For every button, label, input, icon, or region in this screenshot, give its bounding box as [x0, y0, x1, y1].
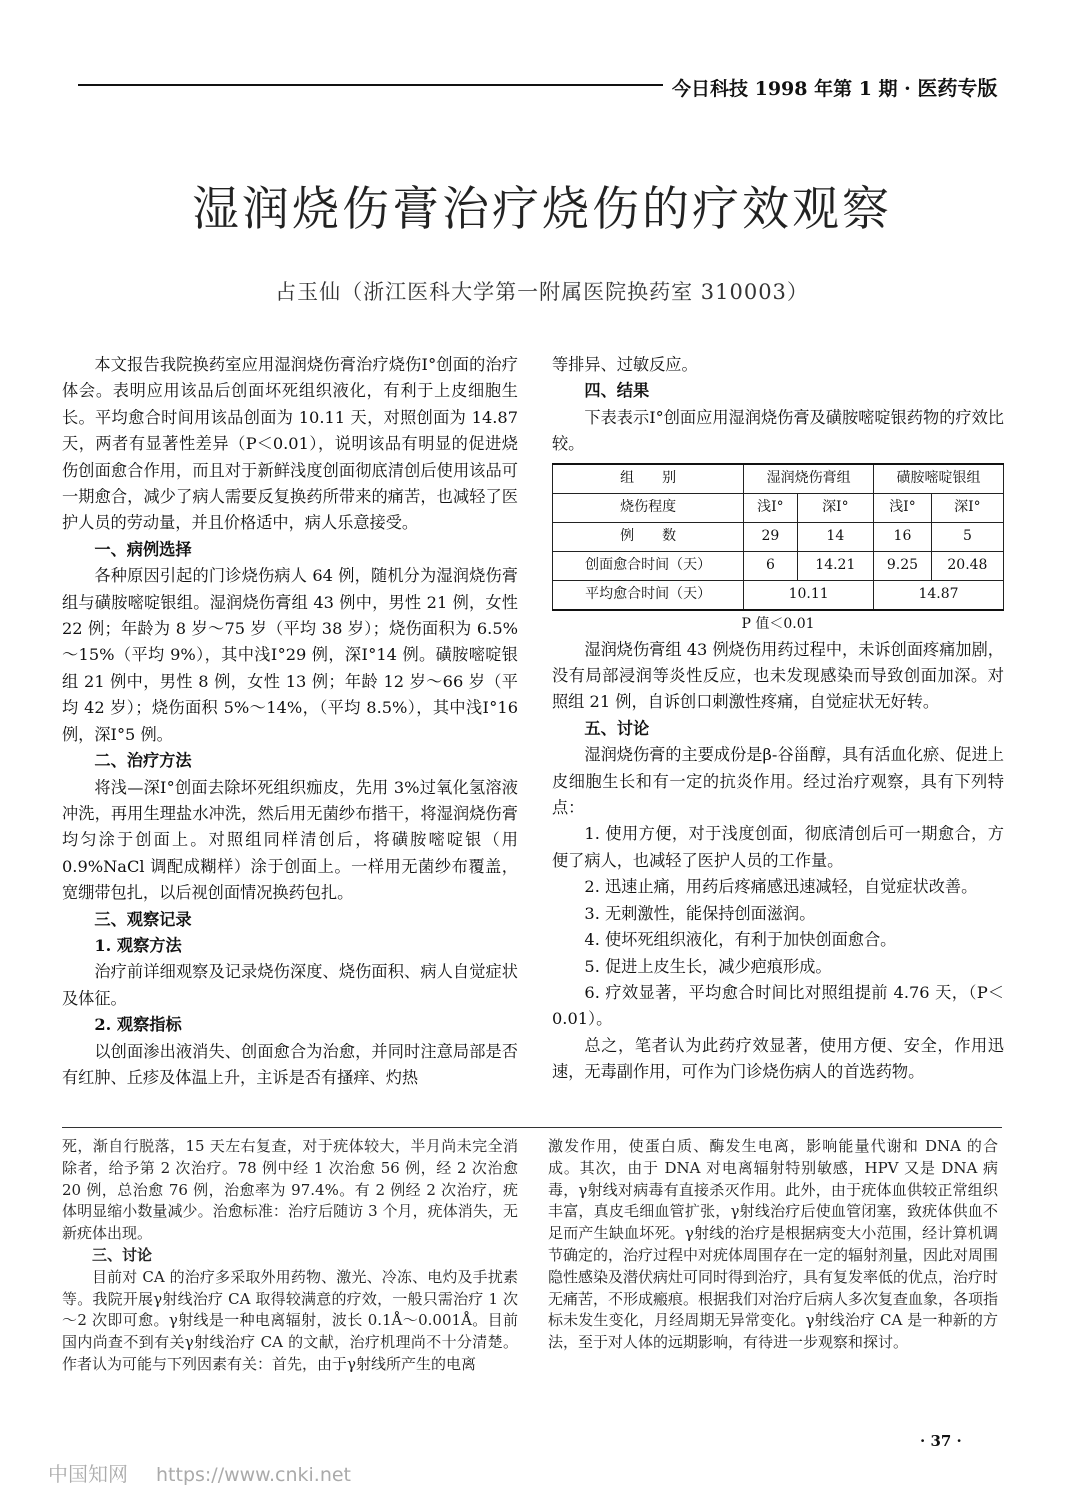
paragraph: 2. 迅速止痛，用药后疼痛感迅速减轻，自觉症状改善。	[584, 877, 978, 897]
table-cell: 20.48	[931, 551, 1003, 580]
paragraph: 死，渐自行脱落，15 天左右复查，对于疣体较大，半月尚未完全消除者，给予第 2 次治疗。78 例中经 1 次治愈 56 例，经 2 次治愈 20 例，总治愈 76 例，治愈率为 97.4%。有 2 例经 2 次治疗，疣体明显缩小数量减少。治愈标准：治疗后随访 3 个月，疣体消失，无新疣体出现。	[62, 1137, 518, 1243]
table-degree-label: 烧伤程度	[553, 493, 744, 522]
paragraph: 治疗前详细观察及记录烧伤深度、烧伤面积、病人自觉症状及体征。	[62, 962, 518, 1008]
table-heal-label: 创面愈合时间（天）	[553, 551, 744, 580]
journal-section: 医药专版	[917, 76, 998, 100]
section-heading: 一、病例选择	[94, 539, 192, 559]
table-cell: 16	[874, 522, 932, 551]
column-2	[552, 352, 1004, 1086]
section-heading: 三、观察记录	[94, 909, 192, 929]
page-number: · 37 ·	[920, 1432, 962, 1450]
paragraph: 5. 促进上皮生长，减少疤痕形成。	[584, 956, 832, 976]
table-cell: 5	[931, 522, 1003, 551]
paragraph: 3. 无刺激性，能保持创面滋润。	[584, 903, 816, 923]
journal-header	[672, 72, 997, 101]
table-group-b: 磺胺嘧啶银组	[874, 464, 1004, 494]
paragraph: 等排异、过敏反应。	[552, 355, 698, 374]
paragraph: 激发作用，使蛋白质、酶发生电离，影响能量代谢和 DNA 的合成。其次，由于 DNA 对电离辐射特别敏感，HPV 又是 DNA 病毒，γ射线对病毒有直接杀灭作用。此外，由于疣体血供较正常组织丰富，真皮毛细血管扩张，γ射线治疗后使血管闭塞，致疣体供血不足而产生缺血坏死。γ射线的治疗是根据病变大小范围，经计算机调节确定的，治疗过程中对疣体周围存在一定的辐射剂量，因此对周围隐性感染及潜伏病灶可同时得到治疗，具有复发率低的优点，治疗时无痛苦，不形成瘢痕。根据我们对治疗后病人多次复查血象，各项指标未发生变化，月经周期无异常变化。γ射线治疗 CA 是一种新的方法，至于对人体的远期影响，有待进一步观察和探讨。	[548, 1137, 999, 1352]
section-separator	[62, 1127, 1002, 1128]
table-degree-b-deep: 深Ⅰ°	[931, 493, 1003, 522]
table-cell: 29	[744, 522, 797, 551]
results-table	[552, 463, 1004, 611]
section-heading: 1. 观察方法	[94, 935, 182, 955]
column-4	[548, 1136, 998, 1354]
column-1	[62, 352, 518, 1091]
table-cell: 14	[797, 522, 873, 551]
table-cell: 14.87	[874, 580, 1004, 610]
paragraph: 湿润烧伤膏组 43 例烧伤用药过程中，未诉创面疼痛加剧，没有局部浸润等炎性反应，也未发现感染而导致创面加深。对照组 21 例，自诉创口刺激性疼痛，自觉症状无好转。	[552, 639, 1004, 712]
paragraph: 湿润烧伤膏的主要成份是β-谷甾醇，具有活血化瘀、促进上皮细胞生长和有一定的抗炎作用。经过治疗观察，具有下列特点：	[552, 745, 1004, 818]
watermark	[48, 1458, 351, 1487]
section-heading: 四、结果	[584, 381, 650, 401]
table-group-a: 湿润烧伤膏组	[744, 464, 874, 494]
paragraph: 总之，笔者认为此药疗效显著，使用方便、安全，作用迅速，无毒副作用，可作为门诊烧伤病人的首选药物。	[552, 1035, 1004, 1082]
header-rule	[78, 84, 663, 86]
section-heading: 五、讨论	[584, 718, 650, 738]
paragraph: 以创面渗出液消失、创面愈合为治愈，并同时注意局部是否有红肿、丘疹及体温上升，主诉是否有搔痒、灼热	[62, 1041, 518, 1087]
article-byline: 占玉仙（浙江医科大学第一附属医院换药室 310003）	[275, 280, 809, 304]
paragraph: 1. 使用方便，对于浅度创面，彻底清创后可一期愈合，方便了病人，也减轻了医护人员的工作量。	[552, 824, 1004, 870]
table-cases-label: 例 数	[553, 522, 744, 551]
article-title: 湿润烧伤膏治疗烧伤的疗效观察	[192, 182, 892, 237]
paragraph: 目前对 CA 的治疗多采取外用药物、激光、冷冻、电灼及手扰素等。我院开展γ射线治疗 CA 取得较满意的疗效，一般只需治疗 1 次～2 次即可愈。γ射线是一种电离辐射，波长 0.1Å～0.001Å。目前国内尚查不到有关γ射线治疗 CA 的文献，治疗机理尚不十分清楚。作者认为可能与下列因素有关：首先，由于γ射线所产生的电离	[62, 1267, 518, 1373]
section-heading: 三、讨论	[92, 1245, 153, 1264]
table-cell: 10.11	[744, 580, 874, 610]
table-degree-a-shallow: 浅Ⅰ°	[744, 493, 797, 522]
table-cell: 9.25	[874, 551, 932, 580]
paragraph: 下表表示Ⅰ°创面应用湿润烧伤膏及磺胺嘧啶银药物的疗效比较。	[552, 407, 1004, 454]
paragraph: 4. 使坏死组织液化，有利于加快创面愈合。	[584, 930, 897, 950]
paragraph: 将浅—深Ⅰ°创面去除坏死组织痂皮，先用 3%过氧化氢溶液冲洗，再用生理盐水冲洗，然后用无菌纱布揩干，将湿润烧伤膏均匀涂于创面上。对照组同样清创后，将磺胺嘧啶银（用 0.9%NaCl 调配成糊样）涂于创面上。一样用无菌纱布覆盖，宽绷带包扎，以后视创面情况换药包扎。	[62, 777, 518, 903]
table-avg-label: 平均愈合时间（天）	[553, 580, 744, 610]
watermark-brand: 中国知网	[48, 1462, 128, 1486]
table-cell: 14.21	[797, 551, 873, 580]
watermark-url: https://www.cnki.net	[156, 1464, 352, 1486]
paragraph: 本文报告我院换药室应用湿润烧伤膏治疗烧伤Ⅰ°创面的治疗体会。表明应用该品后创面坏死组织液化，有利于上皮细胞生长。平均愈合时间用该品创面为 10.11 天，对照创面为 14.87 天，两者有显著性差异（P＜0.01），说明该品有明显的促进烧伤创面愈合作用，而且对于新鲜浅度创面彻底清创后使用该品可一期愈合，减少了病人需要反复换药所带来的痛苦，也减轻了医护人员的劳动量，并且价格适中，病人乐意接受。	[62, 355, 518, 533]
table-degree-a-deep: 深Ⅰ°	[797, 493, 873, 522]
paragraph: 各种原因引起的门诊烧伤病人 64 例，随机分为湿润烧伤膏组与磺胺嘧啶银组。湿润烧伤膏组 43 例中，男性 21 例，女性 22 例；年龄为 8 岁～75 岁（平均 38 岁）；烧伤面积为 6.5%～15%（平均 9%），其中浅Ⅰ°29 例，深Ⅰ°14 例。磺胺嘧啶银组 21 例中，男性 8 例，女性 13 例；年龄 12 岁～66 岁（平均 42 岁）；烧伤面积 5%～14%，（平均 8.5%），其中浅Ⅰ°16 例，深Ⅰ°5 例。	[62, 566, 518, 744]
table-group-label: 组 别	[553, 464, 744, 494]
column-3	[62, 1136, 518, 1376]
column-2-top	[552, 352, 1004, 458]
table-pvalue: P 值＜0.01	[741, 615, 815, 632]
section-heading: 2. 观察指标	[94, 1015, 182, 1035]
table-degree-b-shallow: 浅Ⅰ°	[874, 493, 932, 522]
section-heading: 二、治疗方法	[94, 751, 192, 771]
column-2-bottom	[552, 637, 1004, 1086]
paragraph: 6. 疗效显著，平均愈合时间比对照组提前 4.76 天，（P＜0.01）。	[552, 982, 1004, 1029]
journal-issue: 今日科技 1998 年第 1 期 ·	[672, 78, 918, 100]
table-cell: 6	[744, 551, 797, 580]
